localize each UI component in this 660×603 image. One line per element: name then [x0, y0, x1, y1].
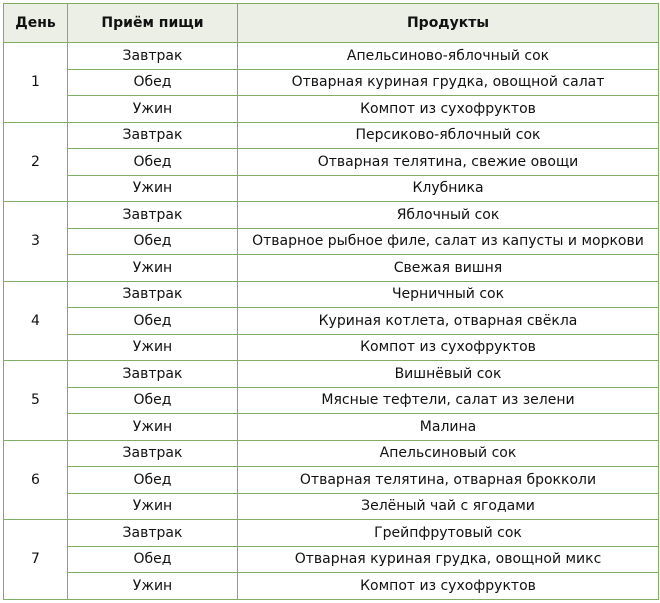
products-cell: Черничный сок [238, 281, 659, 308]
day-number: 5 [4, 361, 68, 441]
day-number: 6 [4, 440, 68, 520]
products-cell: Свежая вишня [238, 255, 659, 282]
day-number: 3 [4, 202, 68, 282]
header-meal: Приём пищи [68, 4, 238, 43]
products-cell: Мясные тефтели, салат из зелени [238, 387, 659, 414]
header-day: День [4, 4, 68, 43]
table-row [4, 122, 659, 149]
day-number: 7 [4, 520, 68, 600]
meal-name: Ужин [68, 414, 238, 441]
products-cell: Апельсиновый сок [238, 440, 659, 467]
table-row [4, 43, 659, 70]
table-row [4, 361, 659, 388]
meal-name: Завтрак [68, 122, 238, 149]
products-cell: Отварное рыбное филе, салат из капусты и моркови [238, 228, 659, 255]
table-row [4, 573, 659, 600]
table-row [4, 334, 659, 361]
table-row [4, 387, 659, 414]
table-row [4, 414, 659, 441]
meal-name: Ужин [68, 493, 238, 520]
meal-name: Завтрак [68, 281, 238, 308]
table-header [4, 4, 659, 43]
table-body [4, 43, 659, 600]
meal-name: Завтрак [68, 361, 238, 388]
meal-name: Обед [68, 467, 238, 494]
products-cell: Компот из сухофруктов [238, 573, 659, 600]
meal-name: Завтрак [68, 43, 238, 70]
meal-name: Ужин [68, 573, 238, 600]
products-cell: Вишнёвый сок [238, 361, 659, 388]
products-cell: Грейпфрутовый сок [238, 520, 659, 547]
products-cell: Зелёный чай с ягодами [238, 493, 659, 520]
diet-table [3, 3, 659, 600]
meal-name: Обед [68, 149, 238, 176]
table-row [4, 493, 659, 520]
meal-name: Обед [68, 69, 238, 96]
meal-name: Ужин [68, 96, 238, 123]
table-row [4, 69, 659, 96]
table-row [4, 308, 659, 335]
products-cell: Отварная телятина, отварная брокколи [238, 467, 659, 494]
table-row [4, 175, 659, 202]
meal-name: Завтрак [68, 440, 238, 467]
meal-name: Обед [68, 308, 238, 335]
table-row [4, 281, 659, 308]
products-cell: Яблочный сок [238, 202, 659, 229]
table-row [4, 520, 659, 547]
header-products: Продукты [238, 4, 659, 43]
products-cell: Компот из сухофруктов [238, 96, 659, 123]
meal-name: Завтрак [68, 520, 238, 547]
products-cell: Отварная куриная грудка, овощной салат [238, 69, 659, 96]
table-row [4, 202, 659, 229]
products-cell: Куриная котлета, отварная свёкла [238, 308, 659, 335]
table-row [4, 255, 659, 282]
meal-name: Ужин [68, 255, 238, 282]
table-row [4, 467, 659, 494]
day-number: 1 [4, 43, 68, 123]
products-cell: Отварная куриная грудка, овощной микс [238, 546, 659, 573]
meal-name: Завтрак [68, 202, 238, 229]
products-cell: Компот из сухофруктов [238, 334, 659, 361]
table-row [4, 149, 659, 176]
meal-name: Обед [68, 546, 238, 573]
products-cell: Клубника [238, 175, 659, 202]
products-cell: Апельсиново-яблочный сок [238, 43, 659, 70]
meal-name: Обед [68, 228, 238, 255]
table-row [4, 228, 659, 255]
products-cell: Малина [238, 414, 659, 441]
day-number: 4 [4, 281, 68, 361]
table-row [4, 96, 659, 123]
day-number: 2 [4, 122, 68, 202]
products-cell: Персиково-яблочный сок [238, 122, 659, 149]
table-row [4, 440, 659, 467]
meal-name: Ужин [68, 334, 238, 361]
meal-name: Обед [68, 387, 238, 414]
meal-name: Ужин [68, 175, 238, 202]
header-row [4, 4, 659, 43]
products-cell: Отварная телятина, свежие овощи [238, 149, 659, 176]
table-row [4, 546, 659, 573]
